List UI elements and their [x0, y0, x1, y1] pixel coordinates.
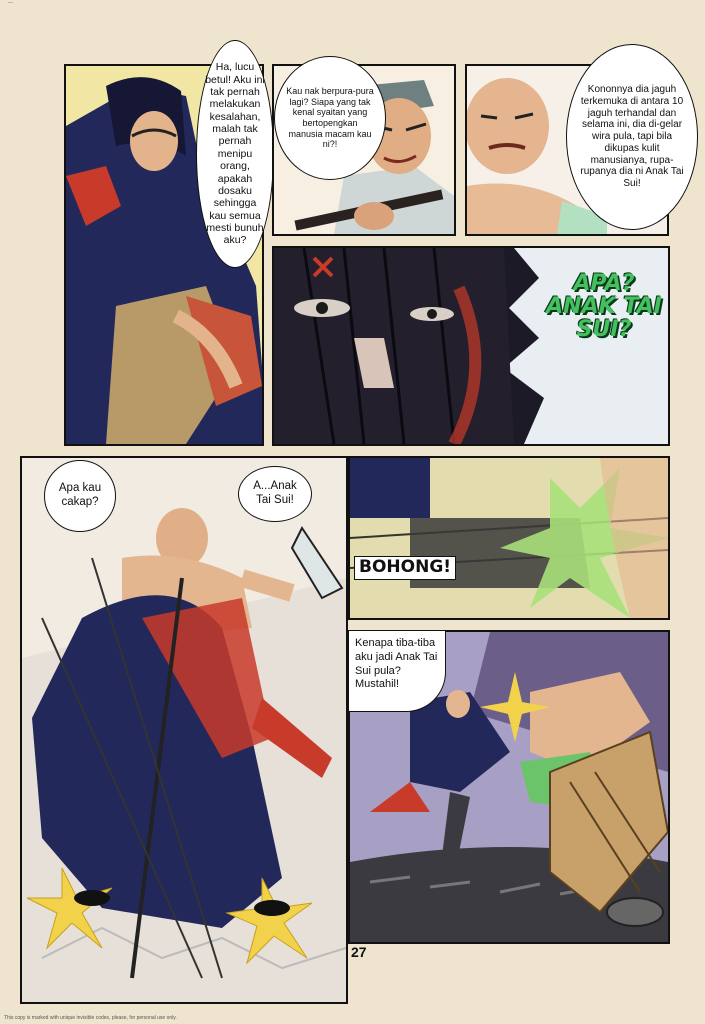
panel-4-sfx-text — [544, 272, 664, 341]
panel-5-speech-bubble-right — [238, 466, 312, 522]
corner-mark: — — [8, 0, 13, 6]
panel-6-sword-clash — [348, 456, 670, 620]
footer-note: This copy is marked with unique invisible codes, please, for personal use only. — [4, 1015, 177, 1021]
panel-5-art — [22, 458, 346, 1002]
panel-5-speech-left-text: Apa kau cakap? — [58, 482, 102, 508]
panel-3-speech-bubble — [566, 44, 698, 230]
panel-6-art — [350, 458, 668, 618]
panel-2-speech-bubble — [274, 56, 386, 180]
panel-6-sfx-text: BOHONG! — [359, 557, 452, 577]
panel-7-speech-box — [348, 630, 446, 712]
panel-1-speech-text: Ha, lucu betul! Aku ini tak pernah melakukan kesalahan, malah tak pernah menipu orang, apakah dosaku sehingga kau semua mesti bunuh aku? — [205, 61, 265, 247]
panel-2-speech-text: Kau nak berpura-pura lagi? Siapa yang tak kenal syaitan yang bertopengkan manusia macam kau ni?! — [286, 86, 374, 150]
panel-5-speech-right-text: A...Anak Tai Sui! — [253, 480, 297, 506]
panel-5-standoff — [20, 456, 348, 1004]
panel-1-speech-bubble — [196, 40, 274, 268]
page-number: 27 — [351, 944, 367, 960]
panel-5-speech-bubble-left — [44, 460, 116, 532]
panel-7-speech-text: Kenapa tiba-tiba aku jadi Anak Tai Sui pula? Mustahil! — [355, 637, 438, 691]
sfx-line-2: ANAK TAI — [546, 294, 662, 320]
panel-3-speech-text: Kononnya dia jaguh terkemuka di antara 10 jaguh terhandal dan selama ini, dia di-gelar wira pula, tapi bila dikupas kulit manusianya, rupa-rupanya dia ni Anak Tai Sui! — [580, 83, 684, 190]
panel-6-sfx-bohong — [354, 556, 456, 580]
sfx-line-3: SUI? — [576, 317, 632, 343]
panel-4-masked-eyes — [272, 246, 670, 446]
sfx-line-1: APA? — [573, 271, 635, 296]
